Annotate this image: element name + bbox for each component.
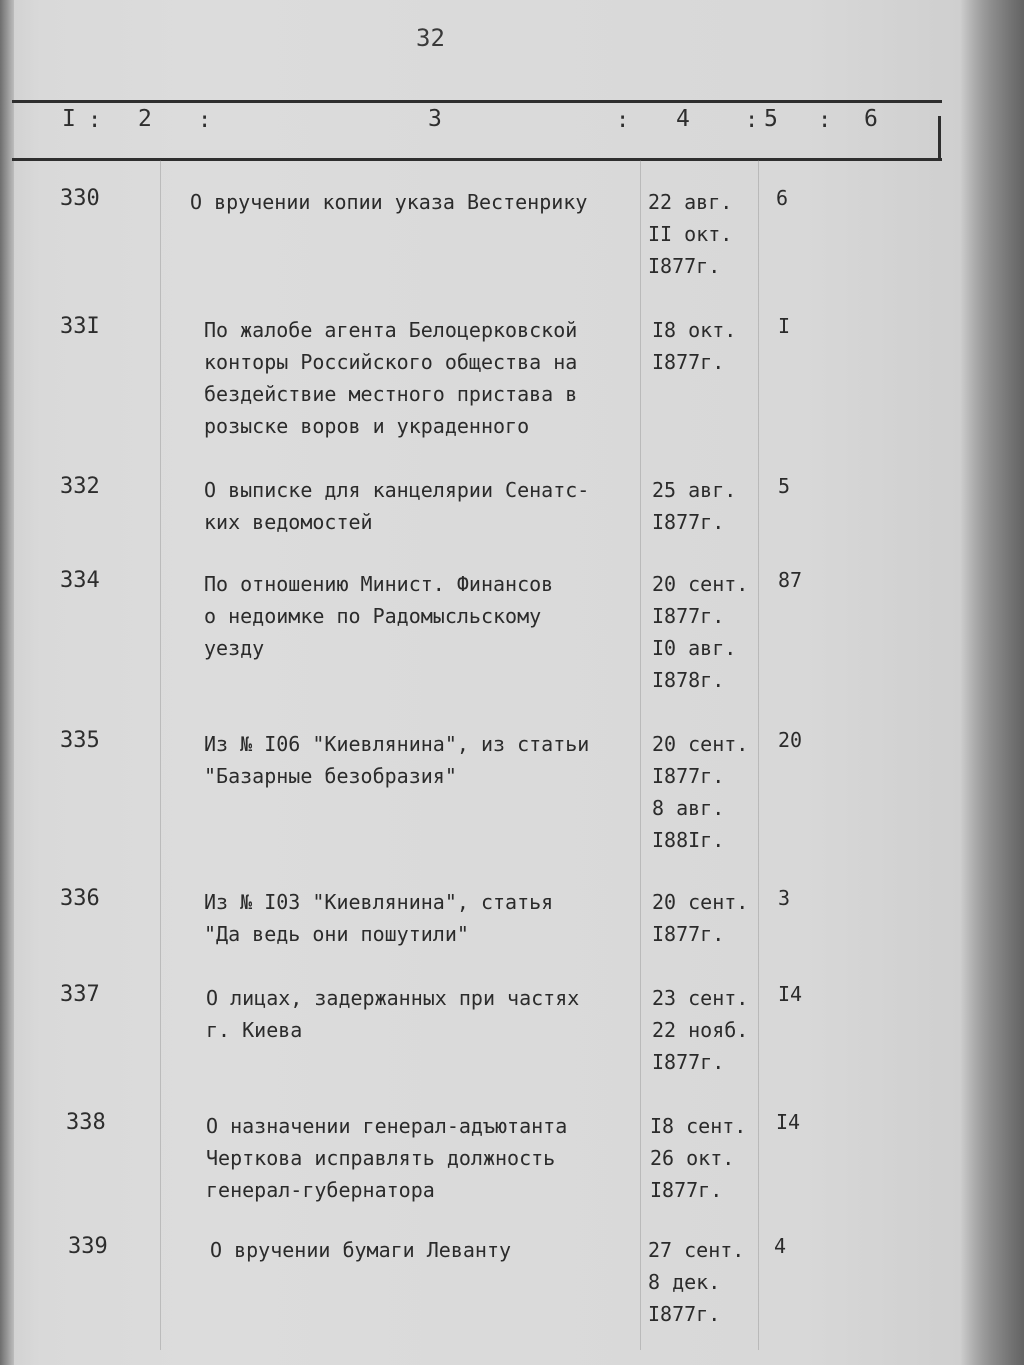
row-sheets: I4: [776, 1110, 801, 1134]
header-rule-bottom: [12, 158, 942, 161]
row-title: О вручении бумаги Леванту: [210, 1238, 512, 1262]
header-separator-4: :: [745, 108, 759, 133]
row-number: 335: [60, 728, 100, 753]
header-col-1: I: [62, 106, 76, 132]
row-title: О назначении генерал-адъютанта Черткова исправлять должность генерал-губернатора: [206, 1114, 568, 1202]
header-rule-right: [938, 116, 941, 160]
page-edge-shadow: [960, 0, 1024, 1365]
row-title: О лицах, задержанных при частях г. Киева: [206, 986, 580, 1042]
row-number: 330: [60, 186, 100, 211]
row-title: Из № I06 "Киевлянина", из статьи "Базарные безобразия": [204, 732, 590, 788]
row-dates: 25 авг. I877г.: [652, 478, 737, 534]
row-sheets: 5: [778, 474, 791, 498]
row-title: По отношению Минист. Финансов о недоимке по Радомысльскому уезду: [204, 572, 554, 660]
header-col-5: 5: [764, 106, 778, 132]
header-separator-3: :: [616, 108, 630, 133]
row-sheets: 87: [778, 568, 803, 592]
column-divider-1: [160, 160, 161, 1350]
row-number: 338: [66, 1110, 106, 1135]
row-dates: 22 авг. II окт. I877г.: [648, 190, 733, 278]
header-separator-1: :: [88, 108, 102, 133]
header-col-2: 2: [138, 106, 152, 132]
row-number: 334: [60, 568, 100, 593]
row-sheets: 3: [778, 886, 791, 910]
row-sheets: I4: [778, 982, 803, 1006]
header-col-4: 4: [676, 106, 690, 132]
row-dates: 27 сент. 8 дек. I877г.: [648, 1238, 745, 1326]
row-sheets: 20: [778, 728, 803, 752]
row-title: О вручении копии указа Вестенрику: [190, 190, 588, 214]
row-number: 336: [60, 886, 100, 911]
row-sheets: 4: [774, 1234, 787, 1258]
row-dates: I8 окт. I877г.: [652, 318, 737, 374]
header-separator-5: :: [818, 108, 832, 133]
header-rule-top: [12, 100, 942, 103]
row-title: По жалобе агента Белоцерковской конторы Российского общества на бездействие местного пристава в розыске воров и украденного: [204, 318, 578, 438]
row-dates: 20 сент. I877г.: [652, 890, 749, 946]
row-title: О выписке для канцелярии Сенатс- ких ведомостей: [204, 478, 590, 534]
row-number: 337: [60, 982, 100, 1007]
row-sheets: I: [778, 314, 791, 338]
row-dates: 23 сент. 22 нояб. I877г.: [652, 986, 749, 1074]
row-number: 339: [68, 1234, 108, 1259]
row-number: 33I: [60, 314, 100, 339]
row-dates: I8 сент. 26 окт. I877г.: [650, 1114, 747, 1202]
header-separator-2: :: [198, 108, 212, 133]
header-col-3: 3: [428, 106, 442, 132]
row-number: 332: [60, 474, 100, 499]
row-title: Из № I03 "Киевлянина", статья "Да ведь они пошутили": [204, 890, 554, 946]
row-dates: 20 сент. I877г. 8 авг. I88Iг.: [652, 732, 749, 852]
page-binding: [0, 0, 14, 1365]
row-dates: 20 сент. I877г. I0 авг. I878г.: [652, 572, 749, 692]
page-number: 32: [416, 24, 445, 52]
row-sheets: 6: [776, 186, 789, 210]
header-col-6: 6: [864, 106, 878, 132]
